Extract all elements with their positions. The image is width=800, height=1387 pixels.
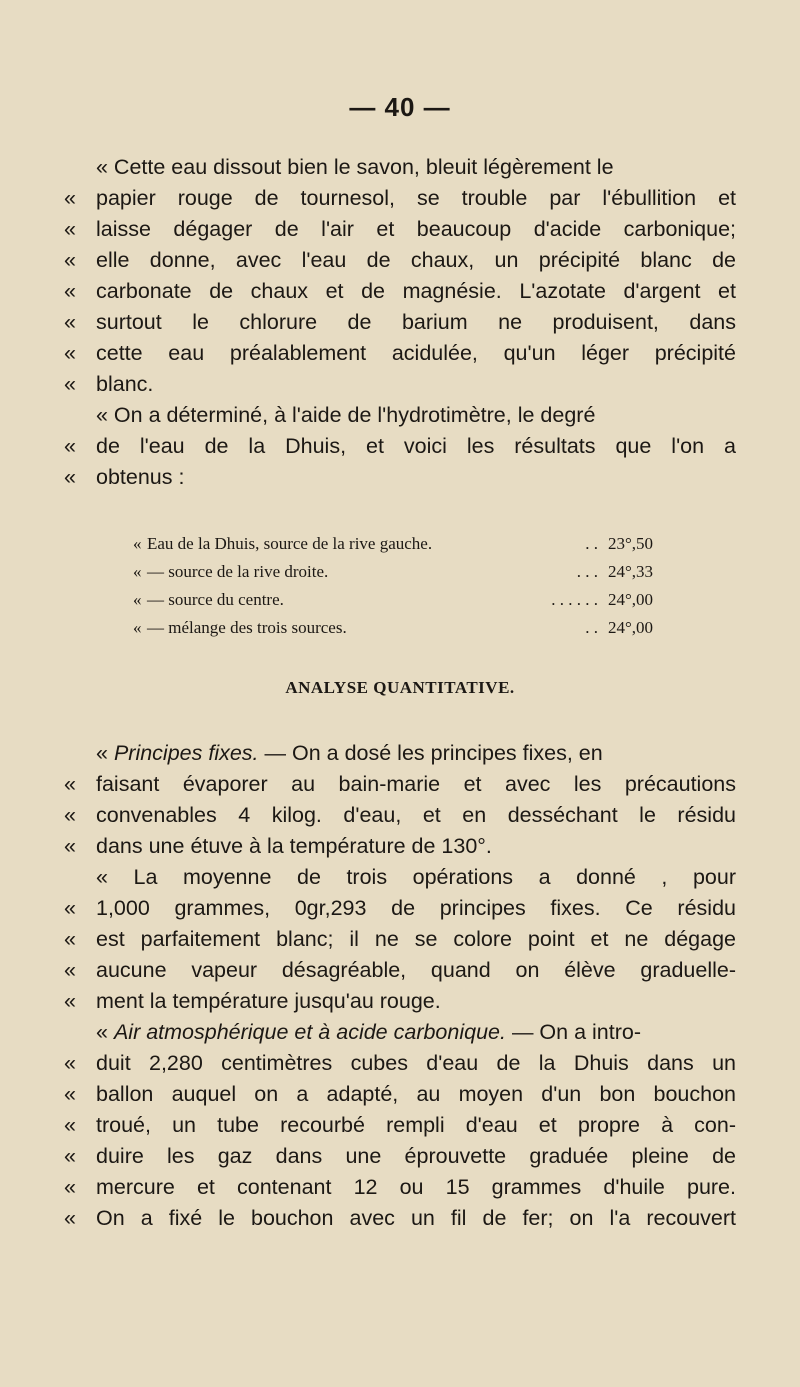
text-line: « La moyenne de trois opérations a donné , pour	[96, 865, 736, 889]
text-fragment: — On a intro-	[505, 1020, 641, 1044]
quote-mark: «	[64, 217, 76, 241]
text-line: surtout le chlorure de barium ne produisent, dans	[96, 310, 736, 334]
page-number: — 40 —	[349, 92, 451, 122]
quote-mark: «	[64, 1113, 76, 1137]
text-line	[96, 738, 736, 768]
quote-mark: «	[96, 1020, 108, 1044]
text-line: ballon auquel on a adapté, au moyen d'un bon bouchon	[96, 1082, 736, 1106]
table-row	[133, 588, 693, 612]
quote-mark: «	[64, 434, 76, 458]
quote-mark: «	[64, 1082, 76, 1106]
text-line: « On a déterminé, à l'aide de l'hydrotimètre, le degré	[96, 403, 596, 427]
row-label: — source de la rive droite.	[147, 562, 329, 581]
text-line: ment la température jusqu'au rouge.	[96, 989, 441, 1013]
text-line: On a fixé le bouchon avec un fil de fer; on l'a recouvert	[96, 1206, 736, 1230]
row-leader: . .	[585, 534, 598, 553]
quote-mark: «	[64, 279, 76, 303]
row-value: 23°,50	[608, 534, 654, 553]
row-mark: «	[133, 562, 142, 581]
text-line: elle donne, avec l'eau de chaux, un précipité blanc de	[96, 248, 736, 272]
text-line: 1,000 grammes, 0gr,293 de principes fixes. Ce résidu	[96, 896, 736, 920]
row-leader: . .	[585, 618, 598, 637]
row-mark: «	[133, 534, 142, 553]
quote-mark: «	[64, 803, 76, 827]
table-row	[133, 532, 693, 556]
italic-lead: Air atmosphérique et à acide carbonique.	[113, 1020, 506, 1044]
text-line: aucune vapeur désagréable, quand on élève graduelle-	[96, 958, 736, 982]
text-line: est parfaitement blanc; il ne se colore point et ne dégage	[96, 927, 736, 951]
quote-mark: «	[64, 772, 76, 796]
quote-mark: «	[64, 1206, 76, 1230]
quote-mark: «	[64, 1144, 76, 1168]
text-line: de l'eau de la Dhuis, et voici les résultats que l'on a	[96, 434, 736, 458]
row-label: — mélange des trois sources.	[147, 618, 347, 637]
text-line: blanc.	[96, 372, 154, 396]
quote-mark: «	[64, 1051, 76, 1075]
quote-mark: «	[64, 896, 76, 920]
row-value: 24°,00	[608, 590, 654, 609]
quote-mark: «	[64, 372, 76, 396]
text-line: dans une étuve à la température de 130°.	[96, 834, 492, 858]
text-line: obtenus :	[96, 465, 185, 489]
row-leader: . . .	[576, 562, 598, 581]
quote-mark: «	[64, 834, 76, 858]
text-line: convenables 4 kilog. d'eau, et en desséchant le résidu	[96, 803, 736, 827]
section-heading: ANALYSE QUANTITATIVE.	[285, 678, 515, 697]
quote-mark: «	[64, 341, 76, 365]
text-line: mercure et contenant 12 ou 15 grammes d'huile pure.	[96, 1175, 736, 1199]
text-line: laisse dégager de l'air et beaucoup d'acide carbonique;	[96, 217, 736, 241]
text-line: carbonate de chaux et de magnésie. L'azotate d'argent et	[96, 279, 736, 303]
quote-mark: «	[96, 741, 108, 765]
row-value: 24°,00	[608, 618, 654, 637]
row-value: 24°,33	[608, 562, 654, 581]
text-line: papier rouge de tournesol, se trouble par l'ébullition et	[96, 186, 736, 210]
text-line: faisant évaporer au bain-marie et avec les précautions	[96, 772, 736, 796]
text-line: troué, un tube recourbé rempli d'eau et propre à con-	[96, 1113, 736, 1137]
table-row	[133, 616, 693, 640]
italic-lead: Principes fixes.	[113, 741, 259, 765]
row-leader: . . . . . .	[551, 590, 598, 609]
text-line: cette eau préalablement acidulée, qu'un léger précipité	[96, 341, 736, 365]
quote-mark: «	[64, 989, 76, 1013]
row-label: — source du centre.	[147, 590, 284, 609]
text-line	[96, 1017, 736, 1047]
text-line: « Cette eau dissout bien le savon, bleuit légèrement le	[96, 155, 614, 179]
quote-mark: «	[64, 186, 76, 210]
table-row	[133, 560, 693, 584]
quote-mark: «	[64, 310, 76, 334]
quote-mark: «	[64, 248, 76, 272]
quote-mark: «	[64, 465, 76, 489]
row-label: Eau de la Dhuis, source de la rive gauche.	[147, 534, 433, 553]
quote-mark: «	[64, 927, 76, 951]
row-mark: «	[133, 590, 142, 609]
text-line: duit 2,280 centimètres cubes d'eau de la Dhuis dans un	[96, 1051, 736, 1075]
quote-mark: «	[64, 1175, 76, 1199]
text-line: duire les gaz dans une éprouvette graduée pleine de	[96, 1144, 736, 1168]
text-fragment: — On a dosé les principes fixes, en	[258, 741, 603, 765]
row-mark: «	[133, 618, 142, 637]
quote-mark: «	[64, 958, 76, 982]
